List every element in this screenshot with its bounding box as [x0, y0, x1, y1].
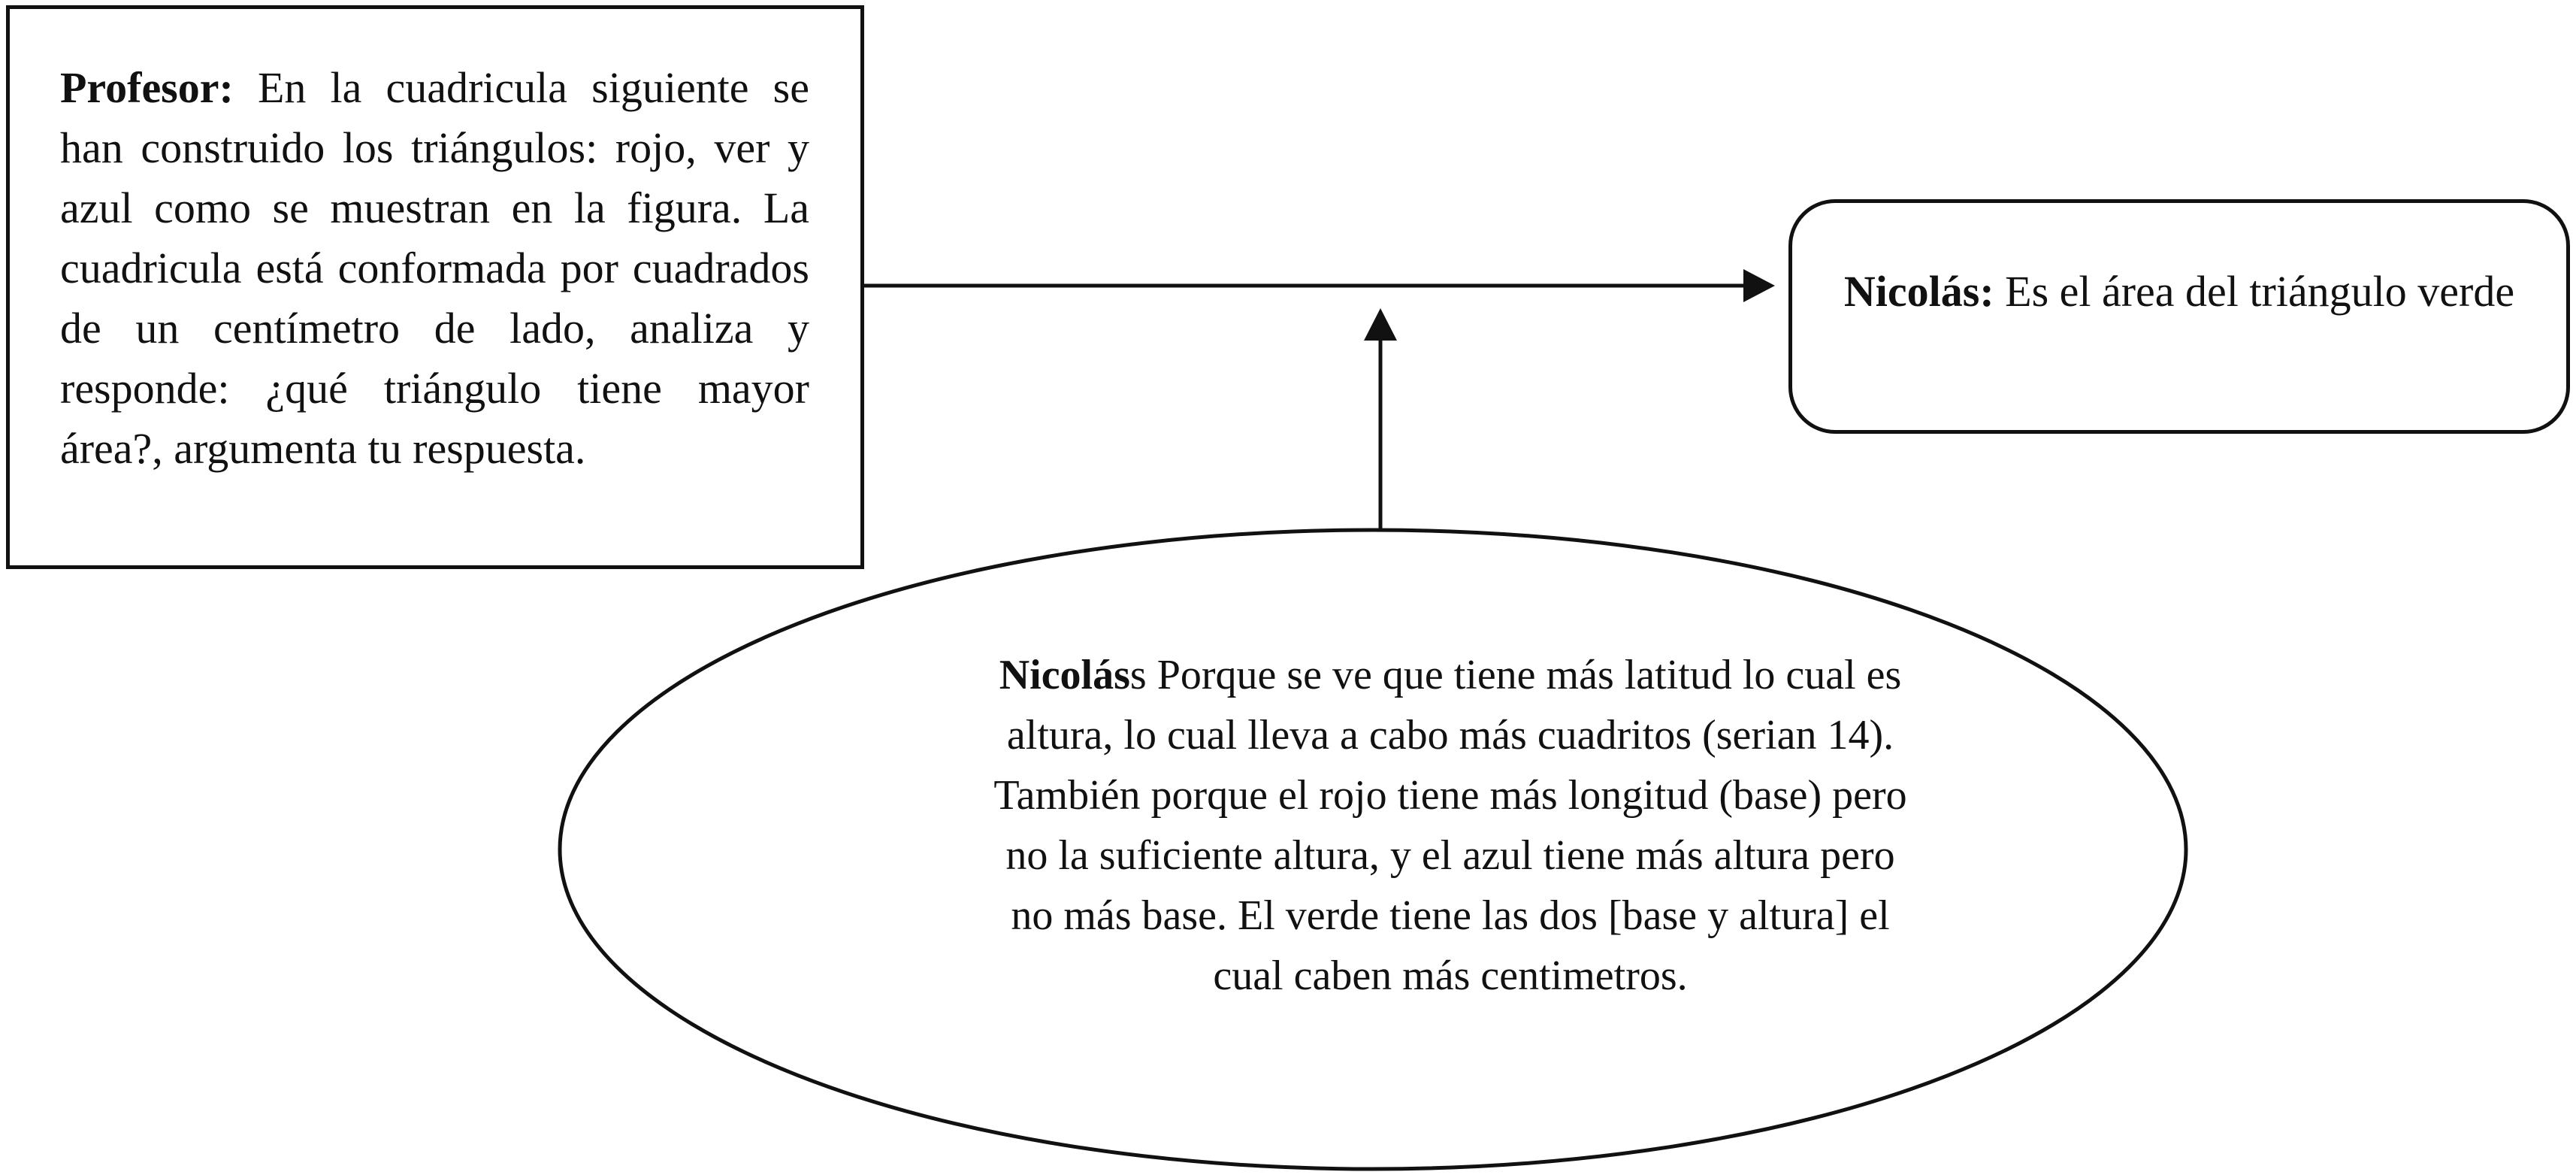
- argument-line-5: no más base. El verde tiene las dos [base y altura] el: [1011, 892, 1890, 939]
- arrowhead-up: [1364, 308, 1397, 341]
- answer-box: [1788, 199, 2570, 434]
- profesor-speaker: Profesor:: [60, 63, 234, 112]
- argument-text-block: [864, 645, 2036, 1006]
- argument-statement: [864, 645, 2036, 1006]
- arrowhead-right: [1743, 269, 1775, 302]
- answer-speaker: Nicolás:: [1843, 267, 1994, 316]
- argument-speaker: Nicolás: [999, 652, 1130, 698]
- argument-line-1: s Porque se ve que tiene más latitud lo cual es: [1129, 652, 1902, 698]
- profesor-box: [6, 5, 864, 569]
- argument-line-3: También porque el rojo tiene más longitud (base) pero: [993, 772, 1907, 819]
- answer-statement: [1822, 263, 2536, 320]
- argument-line-2: altura, lo cual lleva a cabo más cuadritos (serian 14).: [1006, 712, 1894, 759]
- profesor-statement: [60, 58, 809, 479]
- answer-text: Es el área del triángulo verde: [1994, 267, 2515, 316]
- argument-line-6: cual caben más centimetros.: [1213, 952, 1688, 999]
- profesor-question: En la cuadricula siguiente se han construido los triángulos: rojo, ver y azul como se muestran en la figura. La cuadricula está conformada por cuadrados de un centímetro de lado, analiza y responde: ¿qué triángulo tiene mayor área?, argumenta tu respuesta.: [60, 63, 809, 473]
- argument-line-4: no la suficiente altura, y el azul tiene más altura pero: [1005, 832, 1895, 879]
